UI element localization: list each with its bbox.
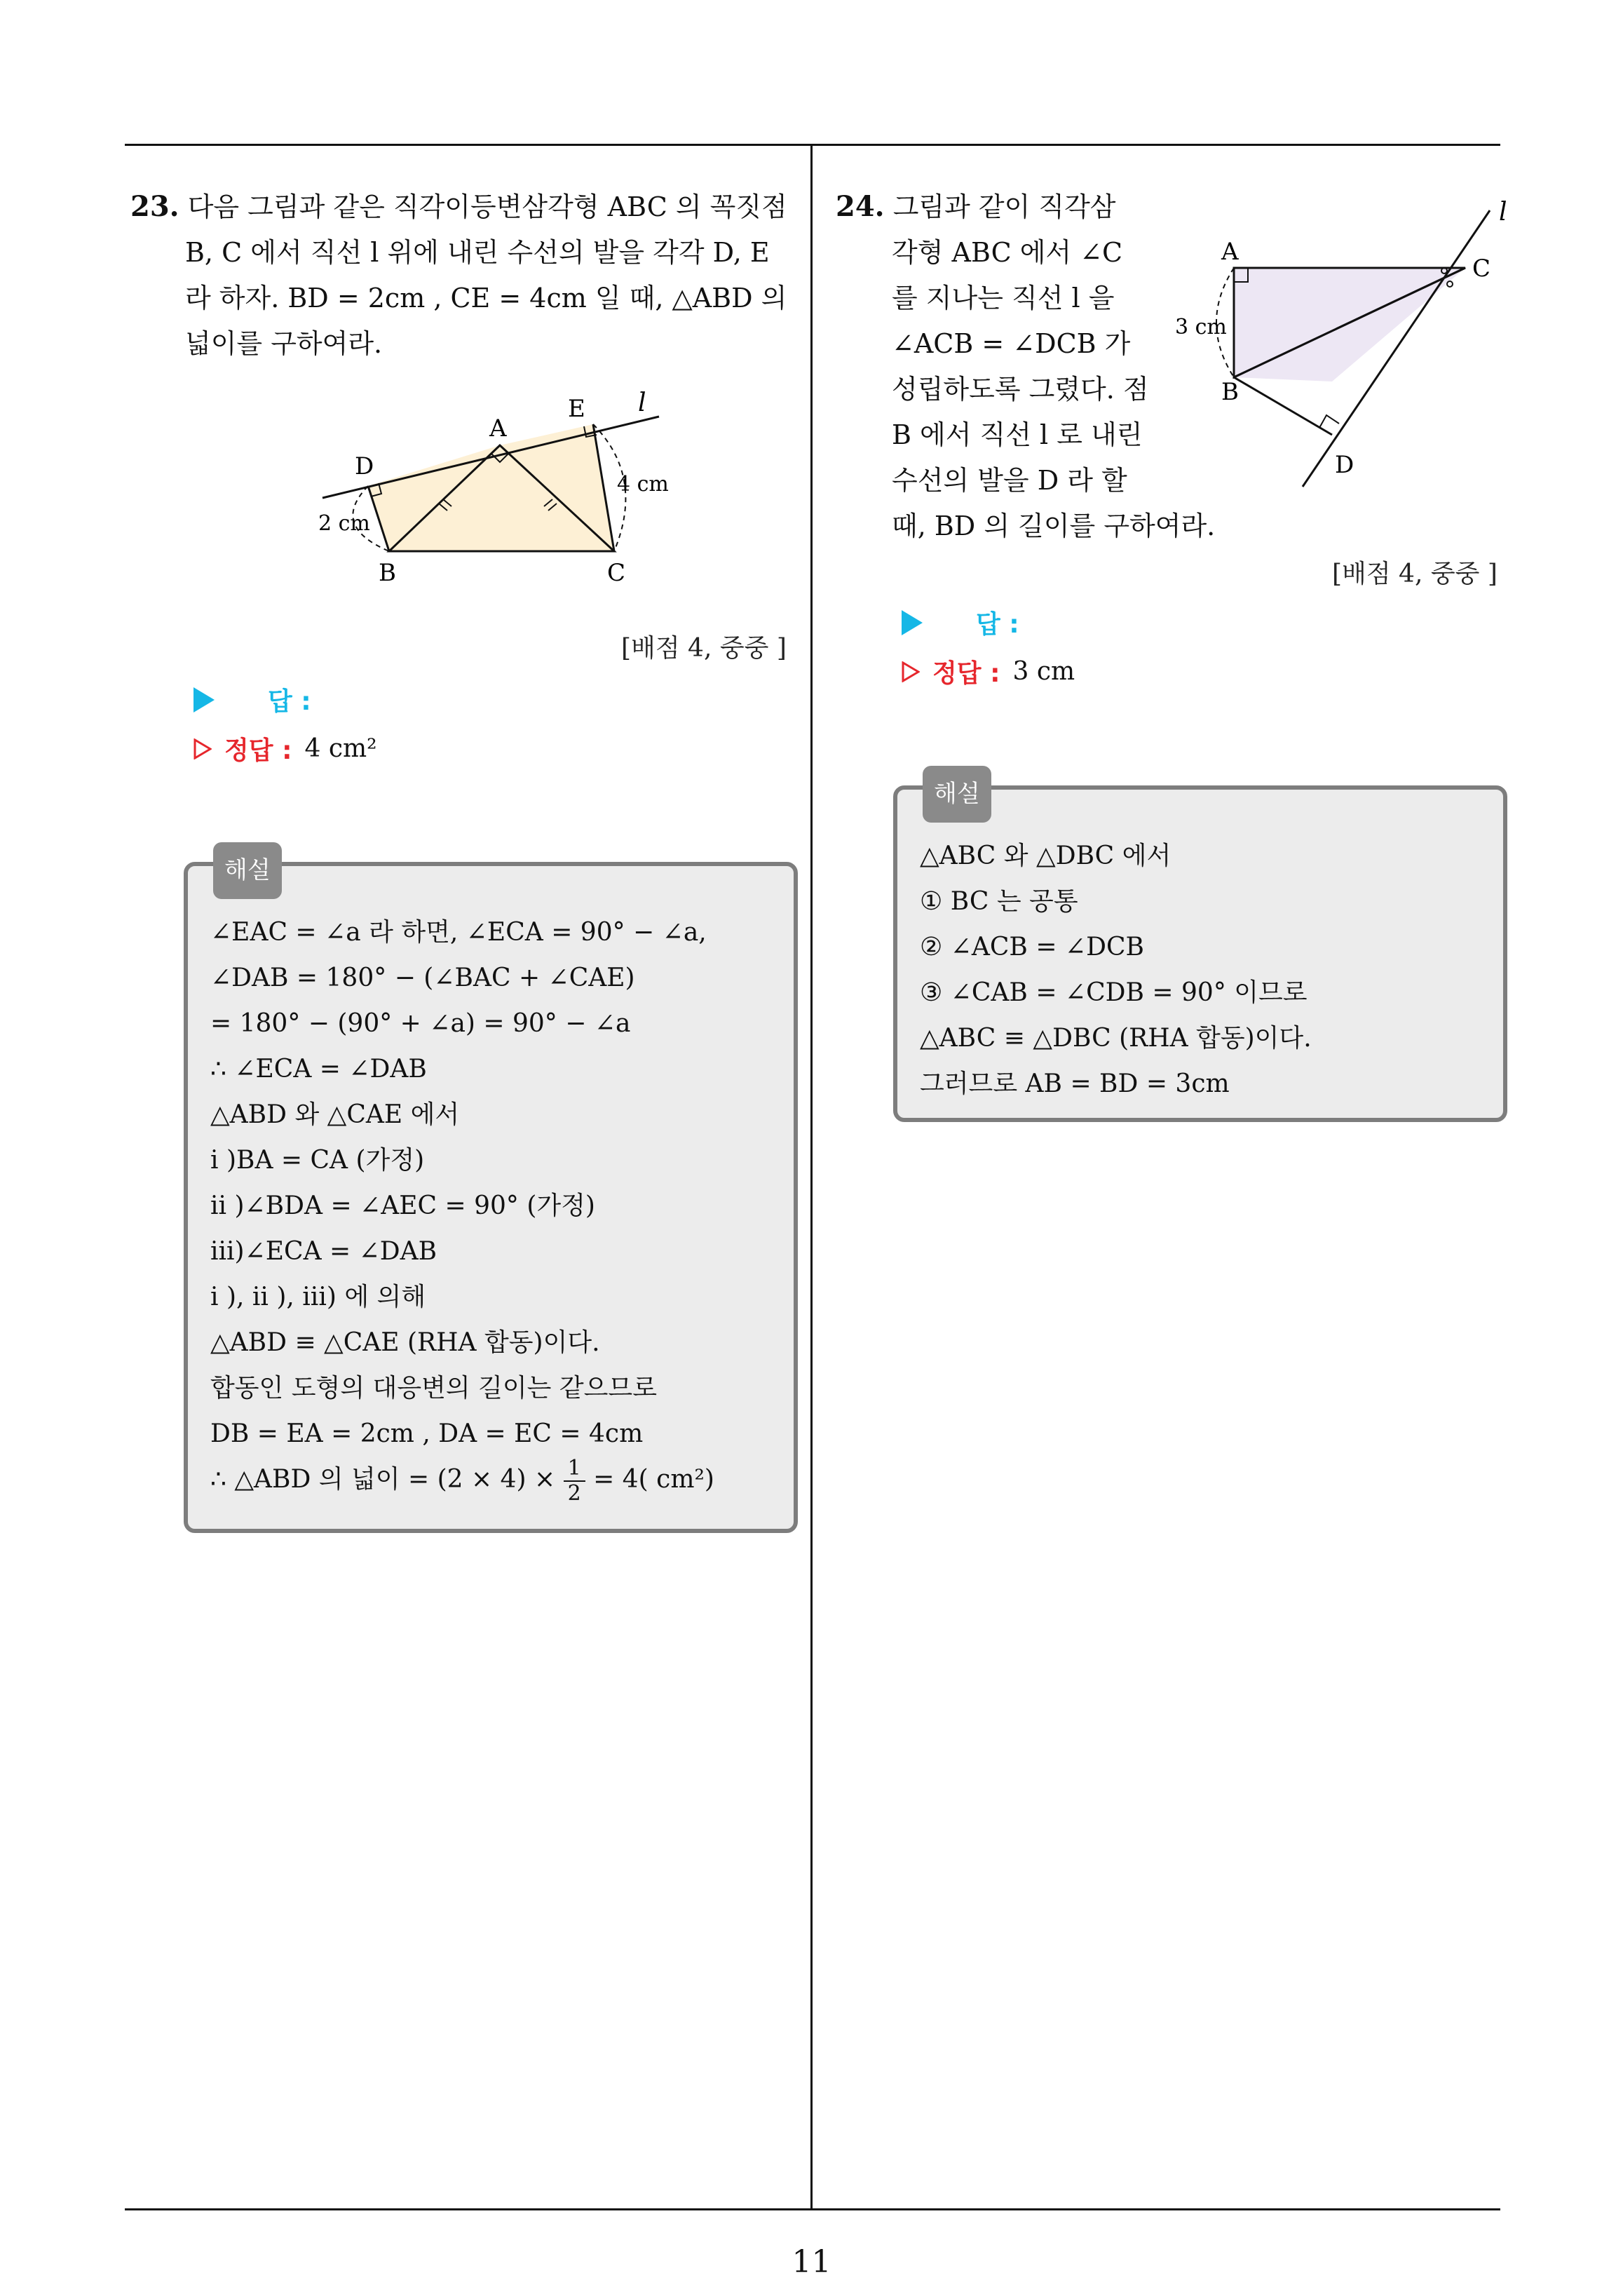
problem-23 (130, 184, 803, 367)
answer-row (902, 605, 1019, 640)
solution-line: i ), ii ), iii) 에 의해 (210, 1283, 426, 1311)
problem-text-line: 그림과 같이 직각삼 (892, 191, 1116, 222)
problem-text-line: B 에서 직선 l 로 내린 (892, 419, 1143, 450)
solution-line: △ABD 와 △CAE 에서 (210, 1100, 460, 1129)
problem-meta: [배점 4, 중중 ] (1332, 560, 1498, 588)
solution-line: △ABC 와 △DBC 에서 (920, 842, 1172, 870)
solution-line: 그러므로 AB = BD = 3cm (920, 1069, 1230, 1098)
column-divider (810, 144, 813, 2210)
solution-tag: 해설 (923, 766, 991, 823)
problem-text-line: 를 지나는 직선 l 을 (892, 283, 1115, 313)
solution-box (893, 780, 1507, 1122)
solution-line: ∠EAC = ∠a 라 하면, ∠ECA = 90° − ∠a, (210, 918, 707, 947)
correct-answer-row (902, 654, 1075, 689)
correct-value: 4 cm² (304, 734, 377, 763)
play-triangle-icon (902, 610, 923, 635)
label-ab-length: 3 cm (1175, 315, 1227, 339)
label-line-l: l (1499, 198, 1507, 227)
label-C: C (1472, 255, 1491, 283)
solution-line: ② ∠ACB = ∠DCB (920, 933, 1144, 961)
correct-label: 정답 : (932, 659, 1000, 688)
solution-box (184, 856, 798, 1533)
answer-label: 답 : (268, 687, 311, 716)
problem-text-line: ∠ACB = ∠DCB 가 (892, 328, 1131, 359)
problem-number: 24. (836, 190, 885, 223)
label-A: A (1221, 238, 1239, 266)
problem-text-line: 넓이를 구하여라. (185, 328, 383, 359)
label-B: B (379, 559, 396, 587)
correct-value: 3 cm (1012, 657, 1075, 686)
figure-24 (1164, 189, 1528, 498)
problem-text-line: 라 하자. BD = 2cm , CE = 4cm 일 때, △ABD 의 (185, 283, 787, 313)
solution-line: ③ ∠CAB = ∠CDB = 90° 이므로 (920, 978, 1308, 1007)
problem-text-line: B, C 에서 직선 l 위에 내린 수선의 발을 각각 D, E (185, 237, 770, 268)
answer-row (193, 682, 311, 717)
solution-line: = 180° − (90° + ∠a) = 90° − ∠a (210, 1009, 631, 1038)
page-number: 11 (792, 2244, 831, 2280)
solution-line: 합동인 도형의 대응변의 길이는 같으므로 (210, 1374, 657, 1403)
problem-number: 23. (130, 190, 179, 223)
problem-text-line: 다음 그림과 같은 직각이등변삼각형 ABC 의 꼭짓점 (187, 191, 787, 222)
play-triangle-icon (193, 687, 215, 713)
label-C: C (607, 559, 626, 587)
correct-label: 정답 : (224, 736, 292, 765)
problem-text-line: 수선의 발을 D 라 할 (892, 465, 1127, 496)
outline-triangle-icon (902, 661, 920, 682)
label-B: B (1221, 378, 1239, 406)
solution-tag: 해설 (213, 842, 282, 899)
bottom-rule (125, 2208, 1500, 2210)
solution-line: ∴ ∠ECA = ∠DAB (210, 1055, 427, 1083)
problem-meta: [배점 4, 중중 ] (621, 634, 787, 663)
solution-line: ii )∠BDA = ∠AEC = 90° (가정) (210, 1191, 595, 1220)
figure-23 (308, 386, 687, 596)
label-E: E (568, 395, 585, 423)
solution-line: △ABC ≡ △DBC (RHA 합동)이다. (920, 1024, 1312, 1053)
solution-line: iii)∠ECA = ∠DAB (210, 1237, 437, 1266)
label-D: D (355, 452, 374, 480)
problem-text-line: 때, BD 의 길이를 구하여라. (892, 511, 1216, 541)
solution-line: ∠DAB = 180° − (∠BAC + ∠CAE) (210, 964, 635, 992)
fraction: $\frac{1}{2}$ (564, 1457, 585, 1506)
outline-triangle-icon (193, 738, 212, 759)
solution-line: ① BC 는 공통 (920, 887, 1078, 916)
problem-text-line: 성립하도록 그렸다. 점 (892, 374, 1149, 405)
answer-label: 답 : (976, 610, 1019, 639)
solution-area-line: ∴ △ABD 의 넓이 = (2 × 4) × $\frac{1}{2}$ = 4( cm²) (210, 1456, 714, 1506)
label-A: A (489, 414, 507, 443)
label-ce-length: 4 cm (617, 472, 669, 497)
label-line-l: l (638, 389, 646, 417)
label-bd-length: 2 cm (318, 511, 370, 536)
solution-line: DB = EA = 2cm , DA = EC = 4cm (210, 1419, 644, 1448)
label-D: D (1335, 451, 1354, 479)
top-rule (125, 144, 1500, 146)
solution-line: i )BA = CA (가정) (210, 1146, 425, 1175)
solution-line: △ABD ≡ △CAE (RHA 합동)이다. (210, 1328, 600, 1357)
correct-answer-row (193, 731, 377, 767)
problem-text-line: 각형 ABC 에서 ∠C (892, 237, 1123, 268)
